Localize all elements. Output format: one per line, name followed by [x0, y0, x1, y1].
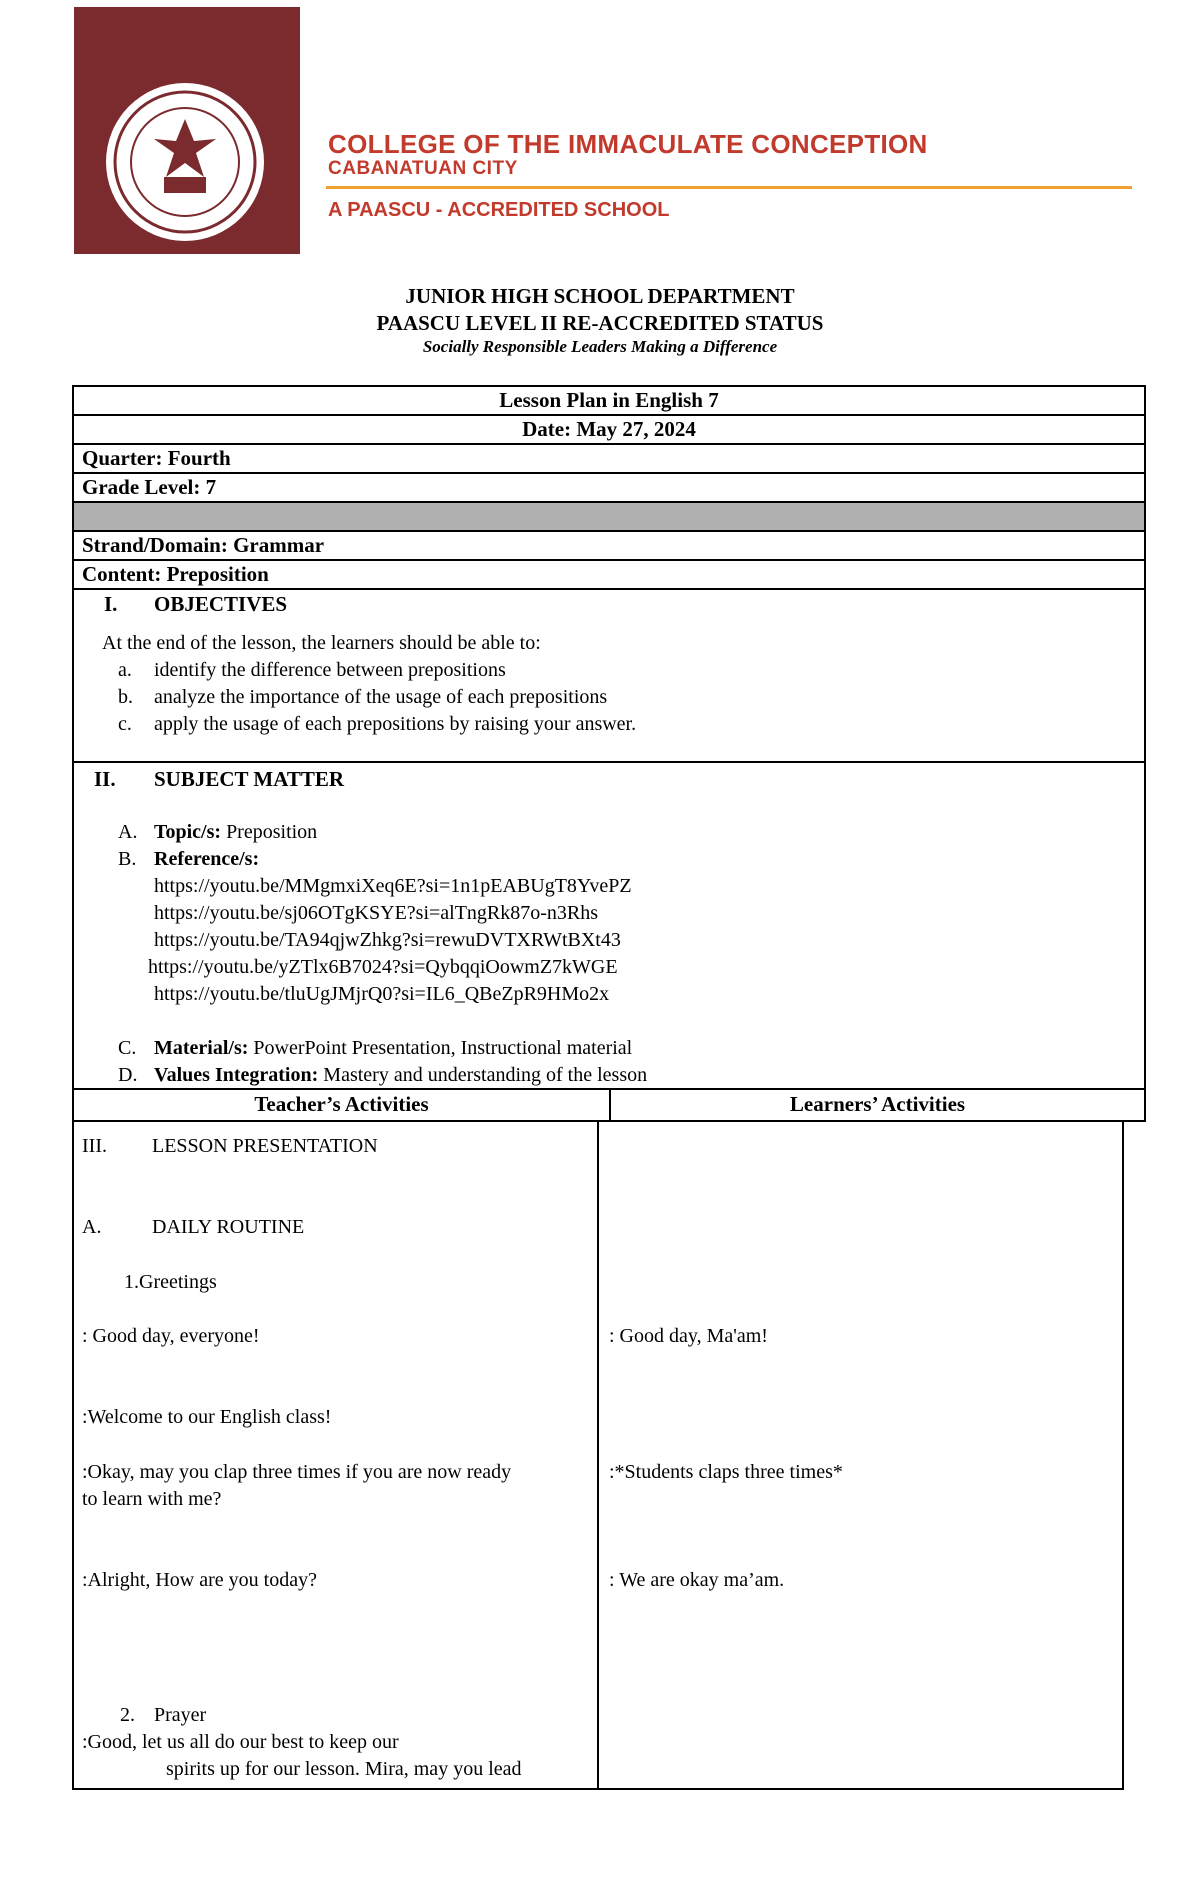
objective-item: identify the difference between prepositions: [154, 659, 506, 681]
subject-matter-title: SUBJECT MATTER: [154, 767, 345, 791]
school-motto: Socially Responsible Leaders Making a Difference: [422, 337, 778, 356]
objectives-numeral: I.: [104, 592, 118, 616]
learners-activities-header: Learners’ Activities: [789, 1092, 966, 1116]
activities-header-row: [72, 1088, 1146, 1122]
teacher-line: to learn with me?: [82, 1488, 222, 1510]
greetings-heading: 1.Greetings: [124, 1271, 217, 1293]
reference-link[interactable]: https://youtu.be/sj06OTgKSYE?si=alTngRk87o-n3Rhs: [154, 902, 599, 924]
teacher-activities-header: Teacher’s Activities: [254, 1092, 429, 1116]
objective-marker: b.: [118, 686, 133, 708]
materials-value: PowerPoint Presentation, Instructional material: [248, 1037, 633, 1059]
accreditation-tagline: A PAASCU - ACCREDITED SCHOOL: [328, 199, 670, 221]
school-name: COLLEGE OF THE IMMACULATE CONCEPTION: [328, 129, 928, 159]
objectives-section: [72, 588, 1146, 762]
materials-label: Material/s:: [154, 1037, 249, 1059]
gray-separator-row: [72, 501, 1146, 531]
reference-marker: B.: [118, 848, 137, 870]
objectives-title: OBJECTIVES: [154, 592, 288, 616]
subject-matter-numeral: II.: [94, 767, 116, 791]
grade-level-field: Grade Level: 7: [72, 472, 1146, 502]
lesson-presentation-table: [72, 1121, 1124, 1790]
school-logo: [74, 7, 300, 254]
header-rule: [326, 186, 1132, 189]
reference-link[interactable]: https://youtu.be/MMgmxiXeq6E?si=1n1pEABUgT8YvePZ: [154, 875, 632, 897]
values-line: [154, 1064, 647, 1087]
learner-line: : Good day, Ma'am!: [609, 1325, 768, 1347]
column-divider: [597, 1121, 599, 1788]
school-city: CABANATUAN CITY: [328, 158, 518, 179]
department-title: JUNIOR HIGH SCHOOL DEPARTMENT: [405, 284, 795, 308]
lesson-date: Date: May 27, 2024: [72, 414, 1146, 444]
values-label: Values Integration:: [154, 1064, 319, 1086]
routine-title: DAILY ROUTINE: [152, 1216, 305, 1238]
learner-line: : We are okay ma’am.: [609, 1569, 785, 1591]
reference-link[interactable]: https://youtu.be/TA94qjwZhkg?si=rewuDVTXRWtBXt43: [154, 929, 621, 951]
content-field: Content: Preposition: [72, 559, 1146, 589]
teacher-line: :Good, let us all do our best to keep our: [82, 1731, 399, 1753]
topic-line: [154, 821, 317, 844]
subject-matter-section: [72, 761, 1146, 1089]
lesson-plan-title: Lesson Plan in English 7: [72, 385, 1146, 415]
teacher-line: :Welcome to our English class!: [82, 1406, 332, 1428]
materials-marker: C.: [118, 1037, 137, 1059]
reference-label: Reference/s:: [154, 848, 260, 870]
topic-value: Preposition: [221, 821, 318, 843]
values-value: Mastery and understanding of the lesson: [318, 1064, 648, 1086]
objective-marker: c.: [118, 713, 132, 735]
routine-marker: A.: [82, 1216, 102, 1238]
presentation-numeral: III.: [82, 1135, 107, 1157]
topic-label: Topic/s:: [154, 821, 222, 843]
school-seal-icon: [104, 81, 266, 243]
materials-line: [154, 1037, 632, 1060]
strand-domain-field: Strand/Domain: Grammar: [72, 530, 1146, 560]
values-marker: D.: [118, 1064, 138, 1086]
prayer-heading: Prayer: [154, 1704, 207, 1726]
accreditation-status: PAASCU LEVEL II RE-ACCREDITED STATUS: [376, 311, 824, 335]
topic-marker: A.: [118, 821, 138, 843]
teacher-line: : Good day, everyone!: [82, 1325, 260, 1347]
reference-link[interactable]: https://youtu.be/yZTlx6B7024?si=QybqqiOowmZ7kWGE: [148, 956, 618, 978]
prayer-marker: 2.: [120, 1704, 135, 1726]
teacher-line: spirits up for our lesson. Mira, may you lead: [166, 1758, 522, 1780]
objective-item: apply the usage of each prepositions by raising your answer.: [154, 713, 637, 735]
objective-marker: a.: [118, 659, 132, 681]
objectives-intro: At the end of the lesson, the learners should be able to:: [102, 632, 541, 654]
teacher-line: :Alright, How are you today?: [82, 1569, 317, 1591]
reference-link[interactable]: https://youtu.be/tluUgJMjrQ0?si=IL6_QBeZpR9HMo2x: [154, 983, 610, 1005]
quarter-field: Quarter: Fourth: [72, 443, 1146, 473]
teacher-line: :Okay, may you clap three times if you are now ready: [82, 1461, 512, 1483]
presentation-title: LESSON PRESENTATION: [152, 1135, 378, 1157]
objective-item: analyze the importance of the usage of each prepositions: [154, 686, 608, 708]
learner-line: :*Students claps three times*: [609, 1461, 843, 1483]
